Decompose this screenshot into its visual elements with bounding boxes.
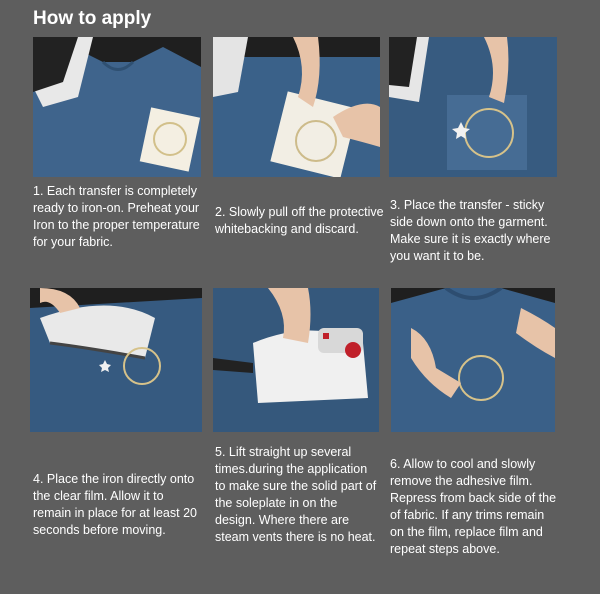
step-3-photo bbox=[389, 37, 557, 177]
step-5-photo bbox=[213, 288, 379, 432]
step-2-text: 2. Slowly pull off the protective whitebacking and discard. bbox=[215, 205, 384, 236]
step-6-text: 6. Allow to cool and slowly remove the adhesive film. Repress from back side of the of fabric. If any trims remain on the film, replace film and repeat steps above. bbox=[390, 457, 557, 556]
step-6-photo bbox=[391, 288, 555, 432]
step-4-text: 4. Place the iron directly onto the clear film. Allow it to remain in place for at least 20 seconds before moving. bbox=[33, 472, 197, 537]
step-5-text: 5. Lift straight up several times.during the application to make sure the solid part of the soleplate in on the design. Where there are steam vents there is no heat. bbox=[215, 445, 377, 544]
step-1-photo bbox=[33, 37, 201, 177]
step-3-text: 3. Place the transfer - sticky side down onto the garment. Make sure it is exactly where you want it to be. bbox=[390, 198, 551, 263]
step-2-photo bbox=[213, 37, 380, 177]
page-title: How to apply bbox=[33, 8, 152, 29]
step-4-photo bbox=[30, 288, 202, 432]
step-1-text: 1. Each transfer is completely ready to iron-on. Preheat your Iron to the proper temperature for your fabric. bbox=[33, 184, 200, 249]
